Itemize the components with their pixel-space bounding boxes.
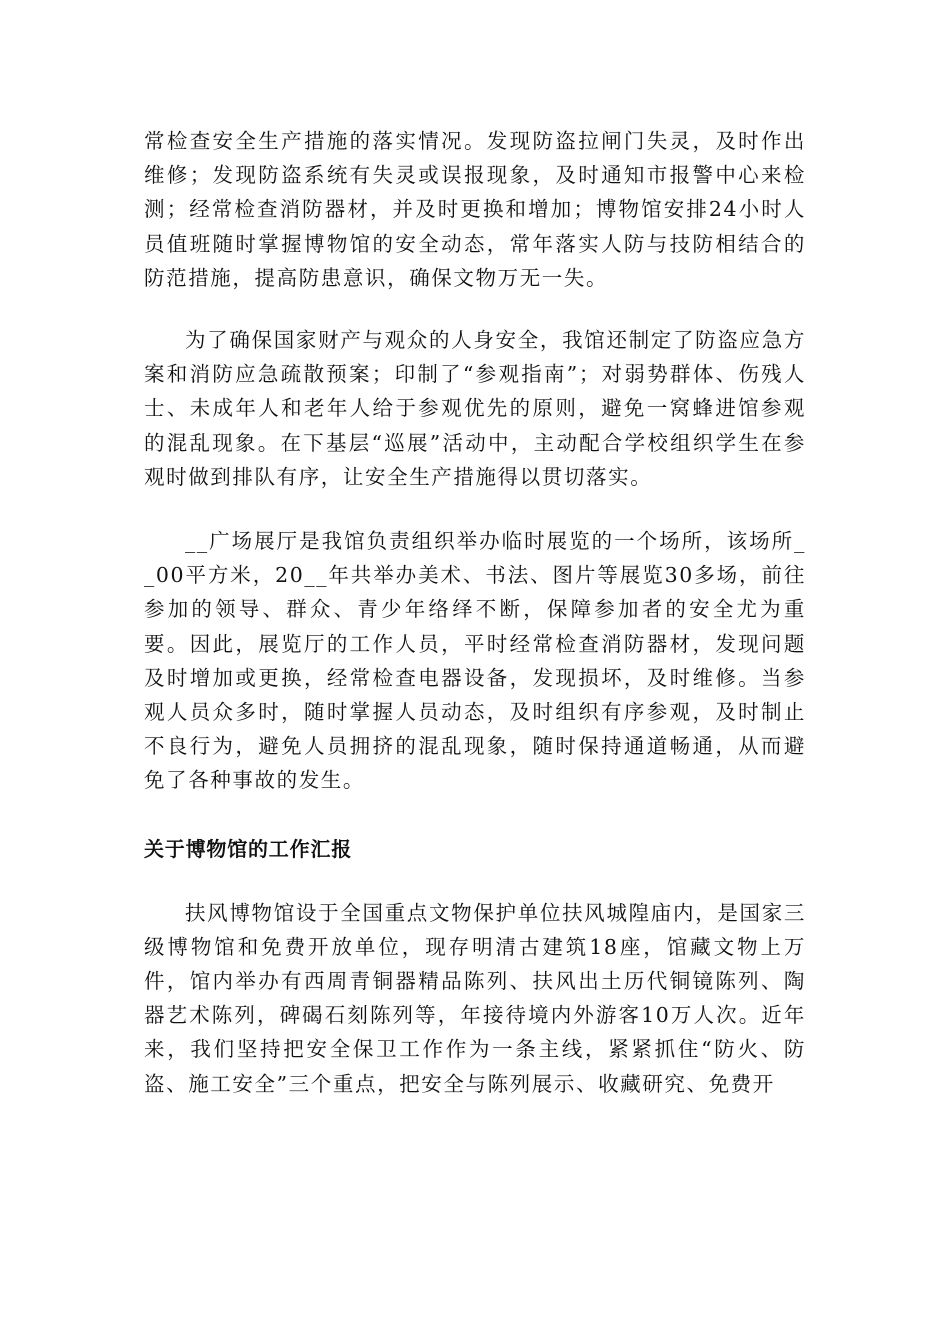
section-heading: 关于博物馆的工作汇报 <box>144 836 352 861</box>
paragraph-emergency-plans: 为了确保国家财产与观众的人身安全，我馆还制定了防盗应急方案和消防应急疏散预案；印制了“参观指南”；对弱势群体、伤残人士、未成年人和老年人给于参观优先的原则，避免一窝蜂进馆参观的混乱现象。在下基层“巡展”活动中，主动配合学校组织学生在参观时做到排队有序，让安全生产措施得以贯切落实。 <box>144 328 806 489</box>
paragraph-exhibition-hall: __广场展厅是我馆负责组织举办临时展览的一个场所，该场所__00平方米，20__年共举办美术、书法、图片等展览30多场，前往参加的领导、群众、青少年络绎不断，保障参加者的安全尤为重要。因此，展览厅的工作人员，平时经常检查消防器材，发现问题及时增加或更换，经常检查电器设备，发现损坏，及时维修。当参观人员众多时，随时掌握人员动态，及时组织有序参观，及时制止不良行为，避免人员拥挤的混乱现象，随时保持通道畅通，从而避免了各种事故的发生。 <box>144 529 806 793</box>
paragraph-safety-checks: 常检查安全生产措施的落实情况。发现防盗拉闸门失灵，及时作出维修；发现防盗系统有失灵或误报现象，及时通知市报警中心来检测；经常检查消防器材，并及时更换和增加；博物馆安排24小时人员值班随时掌握博物馆的安全动态，常年落实人防与技防相结合的防范措施，提高防患意识，确保文物万无一失。 <box>144 129 806 290</box>
paragraph-museum-intro: 扶风博物馆设于全国重点文物保护单位扶风城隍庙内，是国家三级博物馆和免费开放单位，现存明清古建筑18座，馆藏文物上万件，馆内举办有西周青铜器精品陈列、扶风出土历代铜镜陈列、陶器艺术陈列，碑碣石刻陈列等，年接待境内外游客10万人次。近年来，我们坚持把安全保卫工作作为一条主线，紧紧抓住“防火、防盗、施工安全”三个重点，把安全与陈列展示、收藏研究、免费开 <box>144 900 806 1096</box>
document-page <box>144 124 806 1101</box>
